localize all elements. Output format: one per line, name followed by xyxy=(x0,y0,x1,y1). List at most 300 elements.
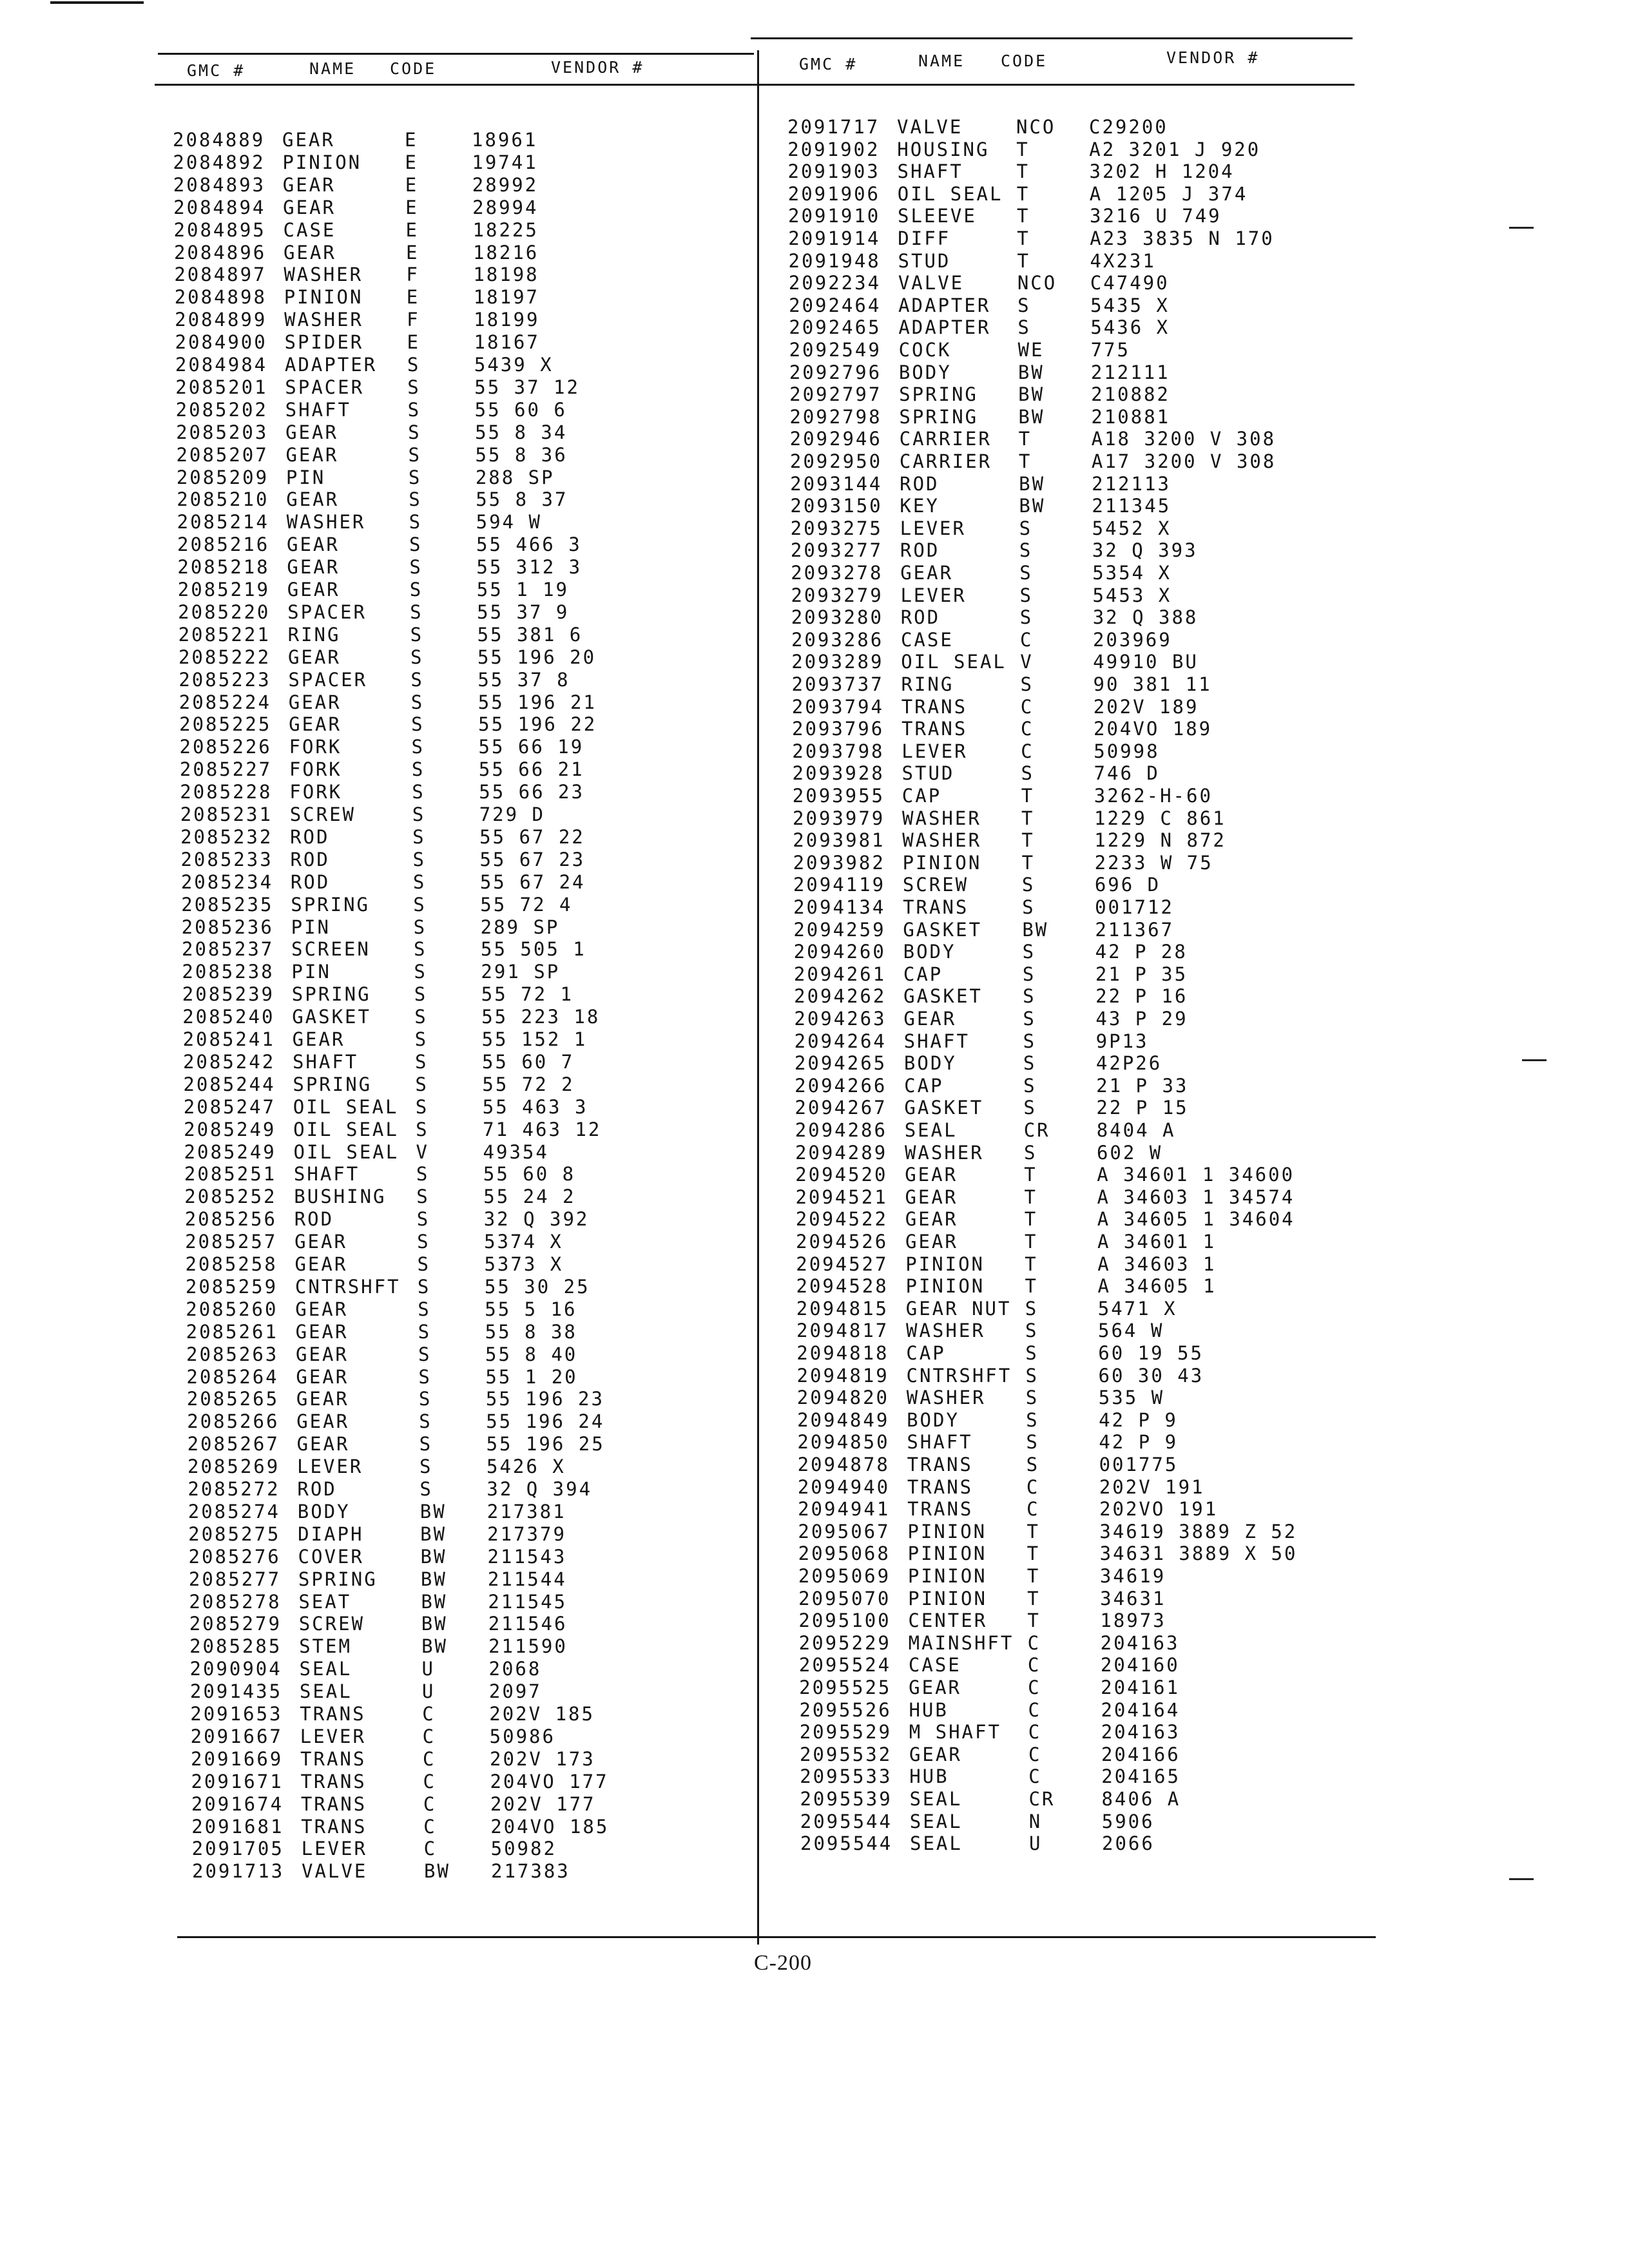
parts-gmc-cell: 2095525 xyxy=(799,1677,892,1698)
parts-code-cell: S xyxy=(410,646,424,668)
parts-name-cell: ROD xyxy=(290,848,330,870)
parts-code-cell: T xyxy=(1021,807,1035,829)
parts-vendor-cell: 28994 xyxy=(472,196,539,218)
parts-vendor-cell: 55 72 2 xyxy=(482,1073,575,1095)
parts-name-cell: ROD xyxy=(290,825,330,848)
parts-name-cell: CNTRSHFT xyxy=(294,1275,401,1298)
parts-gmc-cell: 2085277 xyxy=(188,1568,282,1590)
parts-vendor-cell: A 34601 1 34600 xyxy=(1097,1164,1295,1186)
parts-gmc-cell: 2094819 xyxy=(796,1364,889,1387)
right-header-gmc: GMC # xyxy=(799,55,858,73)
parts-gmc-cell: 2085237 xyxy=(182,938,275,961)
parts-gmc-cell: 2091948 xyxy=(788,249,881,272)
parts-vendor-cell: A17 3200 V 308 xyxy=(1091,450,1277,472)
parts-code-cell: T xyxy=(1027,1587,1041,1610)
parts-name-cell: SHAFT xyxy=(903,1030,970,1052)
parts-name-cell: TRANS xyxy=(300,1792,367,1815)
parts-gmc-cell: 2085232 xyxy=(180,825,273,848)
parts-code-cell: S xyxy=(411,736,425,758)
parts-vendor-cell: 202V 191 xyxy=(1099,1475,1205,1498)
parts-code-cell: S xyxy=(1026,1454,1040,1475)
parts-name-cell: GEAR xyxy=(905,1164,958,1186)
parts-code-cell: S xyxy=(414,938,427,961)
parts-vendor-cell: 202V 189 xyxy=(1093,695,1199,718)
parts-gmc-cell: 2085235 xyxy=(181,893,274,916)
parts-name-cell: WASHER xyxy=(902,807,981,829)
parts-gmc-cell: 2091903 xyxy=(787,160,880,183)
parts-name-cell: SHAFT xyxy=(285,398,351,421)
parts-name-cell: GEAR xyxy=(282,129,335,151)
parts-vendor-cell: 55 72 4 xyxy=(480,893,573,916)
parts-vendor-cell: A 34601 1 xyxy=(1097,1231,1217,1253)
parts-vendor-cell: 211546 xyxy=(488,1613,568,1635)
parts-code-cell: WE xyxy=(1017,339,1045,361)
parts-gmc-cell: 2093278 xyxy=(791,562,883,584)
parts-code-cell: BW xyxy=(424,1860,450,1883)
parts-name-cell: ADAPTER xyxy=(898,294,991,316)
parts-vendor-cell: 55 8 37 xyxy=(476,488,568,511)
parts-name-cell: HUB xyxy=(909,1765,949,1788)
parts-code-cell: BW xyxy=(1019,495,1046,517)
parts-gmc-cell: 2095229 xyxy=(798,1631,891,1654)
parts-code-cell: S xyxy=(414,1028,429,1050)
parts-vendor-cell: 211545 xyxy=(488,1590,568,1613)
parts-vendor-cell: 55 8 36 xyxy=(475,443,568,466)
parts-gmc-cell: 2094850 xyxy=(797,1431,890,1454)
parts-name-cell: ROD xyxy=(900,472,940,495)
parts-vendor-cell: 55 67 22 xyxy=(479,825,585,848)
parts-gmc-cell: 2094262 xyxy=(794,985,887,1008)
parts-gmc-cell: 2091681 xyxy=(191,1815,284,1838)
parts-name-cell: LEVER xyxy=(300,1725,366,1747)
parts-gmc-cell: 2085201 xyxy=(175,376,268,398)
parts-vendor-cell: 34631 xyxy=(1100,1587,1166,1610)
parts-name-cell: GEAR xyxy=(287,533,340,556)
parts-gmc-cell: 2095539 xyxy=(800,1788,892,1810)
parts-gmc-cell: 2085241 xyxy=(182,1028,275,1050)
parts-vendor-cell: 2097 xyxy=(488,1680,542,1703)
parts-code-cell: S xyxy=(412,848,426,870)
parts-name-cell: HUB xyxy=(909,1698,949,1721)
parts-gmc-cell: 2085264 xyxy=(186,1365,279,1388)
parts-gmc-cell: 2095544 xyxy=(800,1810,892,1832)
parts-name-cell: SPACER xyxy=(288,668,368,691)
parts-gmc-cell: 2091902 xyxy=(787,138,880,160)
parts-name-cell: GEAR xyxy=(292,1028,345,1050)
parts-code-cell: S xyxy=(409,556,423,579)
parts-code-cell: U xyxy=(1029,1832,1043,1855)
parts-gmc-cell: 2094119 xyxy=(793,874,886,896)
parts-vendor-cell: C29200 xyxy=(1089,116,1168,138)
parts-name-cell: PINION xyxy=(905,1275,985,1298)
header-top-rule xyxy=(751,37,1353,39)
parts-name-cell: LEVER xyxy=(900,584,967,606)
parts-vendor-cell: 2233 W 75 xyxy=(1094,851,1213,874)
right-header-name: NAME xyxy=(918,52,965,70)
parts-gmc-cell: 2093280 xyxy=(791,606,883,629)
parts-gmc-cell: 2094820 xyxy=(796,1387,890,1409)
parts-gmc-cell: 2085214 xyxy=(177,511,269,533)
parts-gmc-cell: 2085210 xyxy=(177,488,269,511)
parts-vendor-cell: 18961 xyxy=(472,129,538,151)
parts-name-cell: BODY xyxy=(907,1408,959,1431)
parts-name-cell: FORK xyxy=(289,736,342,758)
parts-vendor-cell: 001712 xyxy=(1095,896,1174,918)
parts-vendor-cell: 8404 A xyxy=(1096,1119,1176,1141)
parts-vendor-cell: 55 196 22 xyxy=(478,713,597,736)
parts-vendor-cell: 535 W xyxy=(1098,1387,1165,1409)
parts-name-cell: LEVER xyxy=(296,1456,363,1478)
parts-code-cell: S xyxy=(410,601,423,623)
parts-gmc-cell: 2085207 xyxy=(176,443,269,466)
parts-name-cell: SPACER xyxy=(287,601,367,623)
parts-name-cell: WASHER xyxy=(904,1141,984,1164)
parts-gmc-cell: 2094259 xyxy=(793,918,886,941)
parts-code-cell: S xyxy=(409,533,423,556)
parts-gmc-cell: 2085275 xyxy=(188,1523,281,1545)
parts-gmc-cell: 2093955 xyxy=(792,785,885,807)
parts-vendor-cell: 775 xyxy=(1090,339,1130,361)
parts-vendor-cell: 291 SP xyxy=(481,961,561,983)
parts-code-cell: S xyxy=(1023,1141,1037,1164)
parts-gmc-cell: 2092465 xyxy=(789,316,882,339)
parts-vendor-cell: 32 Q 393 xyxy=(1092,539,1198,562)
parts-name-cell: GASKET xyxy=(292,1006,371,1028)
parts-gmc-cell: 2085242 xyxy=(182,1050,276,1073)
parts-vendor-cell: 203969 xyxy=(1092,628,1172,651)
parts-gmc-cell: 2085278 xyxy=(189,1590,282,1613)
parts-vendor-cell: 211367 xyxy=(1095,918,1175,941)
parts-name-cell: TRANS xyxy=(300,1770,367,1792)
parts-vendor-cell: A23 3835 N 170 xyxy=(1090,227,1275,249)
parts-name-cell: STUD xyxy=(898,249,951,272)
parts-code-cell: C xyxy=(423,1747,436,1770)
parts-vendor-cell: 21 P 35 xyxy=(1095,963,1188,985)
parts-code-cell: S xyxy=(1023,1074,1037,1097)
parts-code-cell: S xyxy=(409,488,422,511)
parts-code-cell: S xyxy=(417,1275,431,1298)
parts-code-cell: BW xyxy=(420,1545,447,1568)
parts-name-cell: RING xyxy=(287,623,341,646)
parts-gmc-cell: 2085228 xyxy=(180,781,273,803)
parts-code-cell: T xyxy=(1016,138,1030,160)
parts-gmc-cell: 2085225 xyxy=(179,713,272,736)
parts-vendor-cell: 18167 xyxy=(474,331,540,354)
parts-code-cell: C xyxy=(1028,1765,1042,1788)
parts-code-cell: T xyxy=(1025,1253,1038,1275)
parts-gmc-cell: 2085244 xyxy=(183,1073,276,1095)
parts-gmc-cell: 2092549 xyxy=(789,339,882,361)
parts-vendor-cell: 5439 X xyxy=(474,354,554,376)
parts-code-cell: S xyxy=(1021,874,1036,896)
parts-name-cell: WASHER xyxy=(286,511,366,533)
parts-code-cell: S xyxy=(416,1118,429,1140)
parts-gmc-cell: 2092797 xyxy=(789,383,882,406)
parts-vendor-cell: 564 W xyxy=(1098,1320,1164,1342)
parts-code-cell: S xyxy=(416,1208,430,1231)
parts-code-cell: C xyxy=(1028,1743,1042,1765)
parts-gmc-cell: 2092796 xyxy=(789,361,882,383)
parts-code-cell: S xyxy=(417,1231,430,1253)
parts-gmc-cell: 2085267 xyxy=(187,1433,280,1456)
parts-gmc-cell: 2085231 xyxy=(180,803,273,825)
parts-gmc-cell: 2094940 xyxy=(797,1475,891,1498)
parts-vendor-cell: 42 P 28 xyxy=(1095,941,1188,963)
parts-code-cell: C xyxy=(1021,718,1034,740)
parts-name-cell: KEY xyxy=(900,495,940,517)
parts-vendor-cell: 90 381 11 xyxy=(1093,673,1212,695)
parts-name-cell: COVER xyxy=(298,1545,364,1568)
parts-gmc-cell: 2084895 xyxy=(173,218,266,241)
parts-gmc-cell: 2094260 xyxy=(793,941,886,963)
parts-name-cell: SPRING xyxy=(899,405,979,428)
parts-code-cell: U xyxy=(421,1658,435,1680)
parts-name-cell: OIL SEAL xyxy=(293,1118,399,1140)
parts-gmc-cell: 2095532 xyxy=(799,1743,892,1765)
parts-code-cell: T xyxy=(1025,1275,1038,1298)
parts-vendor-cell: 55 463 3 xyxy=(482,1095,588,1118)
parts-gmc-cell: 2095069 xyxy=(798,1565,891,1587)
parts-vendor-cell: 60 30 43 xyxy=(1098,1364,1204,1387)
parts-vendor-cell: 55 223 18 xyxy=(481,1006,601,1028)
parts-gmc-cell: 2095070 xyxy=(798,1587,891,1610)
parts-gmc-cell: 2085227 xyxy=(179,758,273,781)
parts-name-cell: CAP xyxy=(906,1342,946,1364)
parts-vendor-cell: A 34603 1 34574 xyxy=(1097,1186,1295,1208)
parts-name-cell: ROD xyxy=(900,606,941,629)
parts-code-cell: S xyxy=(416,1186,430,1208)
parts-vendor-cell: 55 8 40 xyxy=(485,1343,578,1365)
parts-code-cell: S xyxy=(1019,584,1033,606)
parts-name-cell: HOUSING xyxy=(897,138,990,160)
parts-gmc-cell: 2095526 xyxy=(799,1698,892,1721)
parts-gmc-cell: 2085274 xyxy=(188,1500,280,1523)
parts-name-cell: SEAL xyxy=(909,1810,963,1832)
parts-name-cell: SCREW xyxy=(902,874,969,896)
parts-name-cell: BODY xyxy=(903,941,956,963)
parts-gmc-cell: 2093794 xyxy=(791,695,884,718)
parts-name-cell: BODY xyxy=(898,361,952,383)
parts-vendor-cell: A 34605 1 34604 xyxy=(1097,1208,1295,1231)
parts-name-cell: WASHER xyxy=(906,1387,986,1409)
parts-name-cell: WASHER xyxy=(284,309,363,331)
parts-name-cell: GEAR xyxy=(289,713,342,736)
parts-code-cell: C xyxy=(423,1838,438,1860)
parts-gmc-cell: 2095533 xyxy=(800,1765,892,1788)
parts-vendor-cell: 55 152 1 xyxy=(481,1028,588,1050)
parts-code-cell: BW xyxy=(1018,383,1045,406)
parts-name-cell: PINION xyxy=(284,286,363,309)
parts-gmc-cell: 2084900 xyxy=(175,331,267,354)
parts-gmc-cell: 2085238 xyxy=(182,961,275,983)
parts-code-cell: S xyxy=(414,983,428,1006)
parts-vendor-cell: 34619 3889 Z 52 xyxy=(1099,1520,1298,1542)
parts-code-cell: S xyxy=(418,1365,432,1388)
parts-name-cell: GEAR xyxy=(283,196,336,218)
parts-code-cell: S xyxy=(1023,985,1036,1008)
parts-vendor-cell: 5426 X xyxy=(486,1456,566,1478)
parts-vendor-cell: 204VO 177 xyxy=(490,1770,609,1792)
parts-code-cell: T xyxy=(1021,785,1035,807)
parts-code-cell: T xyxy=(1024,1186,1037,1208)
parts-gmc-cell: 2085260 xyxy=(186,1298,278,1320)
parts-name-cell: GEAR xyxy=(285,421,338,443)
parts-code-cell: S xyxy=(411,713,425,736)
parts-vendor-cell: 55 37 8 xyxy=(477,668,570,691)
parts-code-cell: S xyxy=(410,668,424,691)
parts-name-cell: SCREW xyxy=(298,1613,365,1635)
parts-vendor-cell: 288 SP xyxy=(475,466,555,488)
parts-code-cell: S xyxy=(410,623,424,646)
parts-code-cell: S xyxy=(407,376,421,398)
parts-name-cell: ADAPTER xyxy=(284,354,378,376)
parts-gmc-cell: 2094289 xyxy=(795,1141,888,1164)
parts-name-cell: MAINSHFT xyxy=(908,1631,1014,1654)
parts-name-cell: SPRING xyxy=(899,383,978,406)
parts-code-cell: T xyxy=(1027,1520,1040,1542)
parts-name-cell: FORK xyxy=(289,758,342,781)
parts-gmc-cell: 2085269 xyxy=(187,1456,280,1478)
parts-gmc-cell: 2094818 xyxy=(796,1342,889,1364)
parts-name-cell: CASE xyxy=(283,218,336,241)
parts-vendor-cell: 55 67 24 xyxy=(479,870,586,893)
parts-code-cell: T xyxy=(1018,428,1032,450)
parts-name-cell: SHAFT xyxy=(293,1163,360,1186)
parts-name-cell: COCK xyxy=(898,339,952,361)
parts-gmc-cell: 2084984 xyxy=(175,354,268,376)
parts-name-cell: GEAR xyxy=(296,1388,349,1410)
parts-gmc-cell: 2084893 xyxy=(173,173,265,196)
parts-vendor-cell: 5374 X xyxy=(484,1231,563,1253)
parts-code-cell: S xyxy=(1023,1030,1037,1052)
margin-mark xyxy=(1509,227,1534,229)
parts-name-cell: DIAPH xyxy=(298,1523,364,1545)
parts-name-cell: SEAL xyxy=(299,1680,352,1703)
parts-gmc-cell: 2085218 xyxy=(177,556,270,579)
parts-vendor-cell: A 34603 1 xyxy=(1097,1253,1217,1275)
parts-vendor-cell: 49910 BU xyxy=(1093,651,1199,673)
parts-gmc-cell: 2084899 xyxy=(175,309,267,331)
parts-vendor-cell: 55 60 7 xyxy=(481,1050,575,1073)
parts-code-cell: C xyxy=(1027,1498,1040,1521)
parts-gmc-cell: 2094817 xyxy=(796,1320,889,1342)
parts-code-cell: S xyxy=(412,803,426,825)
parts-gmc-cell: 2094264 xyxy=(794,1030,887,1052)
parts-vendor-cell: 55 37 9 xyxy=(477,601,570,623)
parts-gmc-cell: 2092950 xyxy=(789,450,883,472)
margin-mark xyxy=(1522,1059,1547,1061)
parts-code-cell: S xyxy=(414,1050,429,1073)
parts-gmc-cell: 2094521 xyxy=(795,1186,888,1208)
parts-gmc-cell: 2095529 xyxy=(799,1721,892,1744)
parts-name-cell: GEAR xyxy=(285,443,339,466)
parts-gmc-cell: 2085279 xyxy=(189,1613,282,1635)
parts-vendor-cell: 55 196 24 xyxy=(486,1410,605,1433)
parts-name-cell: SPIDER xyxy=(284,331,364,354)
parts-code-cell: T xyxy=(1021,829,1035,852)
parts-gmc-cell: 2085203 xyxy=(176,421,269,443)
parts-code-cell: S xyxy=(1022,941,1036,963)
parts-name-cell: GEAR xyxy=(296,1410,350,1433)
parts-name-cell: GEAR xyxy=(905,1208,958,1231)
parts-vendor-cell: 49354 xyxy=(483,1140,549,1163)
parts-name-cell: PIN xyxy=(285,466,326,488)
parts-vendor-cell: 55 66 21 xyxy=(478,758,584,781)
parts-name-cell: BUSHING xyxy=(294,1186,387,1208)
parts-name-cell: SHAFT xyxy=(292,1050,359,1073)
parts-vendor-cell: A2 3201 J 920 xyxy=(1089,138,1261,160)
parts-code-cell: S xyxy=(419,1478,433,1500)
parts-vendor-cell: 3216 U 749 xyxy=(1090,205,1222,227)
parts-code-cell: S xyxy=(418,1298,431,1320)
parts-gmc-cell: 2093289 xyxy=(791,651,884,673)
parts-name-cell: PINION xyxy=(907,1542,987,1565)
parts-gmc-cell: 2085240 xyxy=(182,1006,275,1028)
parts-code-cell: S xyxy=(408,421,421,443)
parts-code-cell: C xyxy=(1027,1654,1041,1677)
parts-vendor-cell: 19741 xyxy=(472,151,538,173)
parts-gmc-cell: 2085236 xyxy=(181,916,274,938)
parts-name-cell: GEAR xyxy=(295,1298,349,1320)
parts-name-cell: TRANS xyxy=(907,1475,974,1498)
parts-name-cell: DIFF xyxy=(898,227,951,249)
parts-code-cell: E xyxy=(405,173,419,196)
parts-vendor-cell: 204163 xyxy=(1101,1721,1181,1744)
parts-code-cell: T xyxy=(1017,249,1031,272)
parts-name-cell: OIL SEAL xyxy=(901,651,1007,673)
parts-vendor-cell: 22 P 16 xyxy=(1095,985,1188,1008)
parts-vendor-cell: 212111 xyxy=(1090,361,1170,383)
parts-vendor-cell: 2068 xyxy=(488,1658,542,1680)
parts-name-cell: CARRIER xyxy=(899,428,992,450)
parts-vendor-cell: 2066 xyxy=(1102,1832,1155,1855)
parts-code-cell: F xyxy=(406,264,419,286)
parts-code-cell: S xyxy=(1017,294,1031,316)
parts-gmc-cell: 2094520 xyxy=(795,1164,888,1186)
parts-vendor-cell: 5452 X xyxy=(1092,517,1171,539)
parts-vendor-cell: 34619 xyxy=(1099,1565,1166,1587)
parts-name-cell: GEAR xyxy=(288,691,342,713)
parts-code-cell: T xyxy=(1024,1164,1037,1186)
parts-vendor-cell: 204VO 189 xyxy=(1094,718,1213,740)
parts-code-cell: S xyxy=(408,443,421,466)
parts-name-cell: GEAR xyxy=(287,556,340,579)
parts-vendor-cell: 55 5 16 xyxy=(485,1298,577,1320)
parts-code-cell: T xyxy=(1018,450,1032,472)
parts-vendor-cell: 55 37 12 xyxy=(474,376,580,398)
parts-code-cell: T xyxy=(1017,227,1030,249)
parts-vendor-cell: 55 66 19 xyxy=(478,736,584,758)
parts-code-cell: BW xyxy=(1017,361,1045,383)
parts-vendor-cell: 55 30 25 xyxy=(484,1275,590,1298)
left-header-code: CODE xyxy=(390,59,437,78)
parts-vendor-cell: 9P13 xyxy=(1095,1030,1149,1052)
parts-gmc-cell: 2093150 xyxy=(790,495,883,517)
parts-name-cell: GEAR xyxy=(905,1186,958,1208)
parts-name-cell: CASE xyxy=(908,1654,961,1677)
parts-vendor-cell: 55 1 20 xyxy=(485,1365,578,1388)
parts-gmc-cell: 2085272 xyxy=(188,1478,280,1500)
parts-gmc-cell: 2085226 xyxy=(179,736,272,758)
parts-name-cell: STEM xyxy=(299,1635,352,1658)
parts-code-cell: C xyxy=(1019,628,1034,651)
parts-gmc-cell: 2093275 xyxy=(790,517,883,539)
parts-name-cell: GEAR xyxy=(286,488,340,511)
parts-vendor-cell: 5436 X xyxy=(1090,316,1170,339)
parts-name-cell: VALVE xyxy=(898,272,965,294)
parts-name-cell: TRANS xyxy=(901,695,968,718)
parts-vendor-cell: 55 312 3 xyxy=(476,556,583,579)
